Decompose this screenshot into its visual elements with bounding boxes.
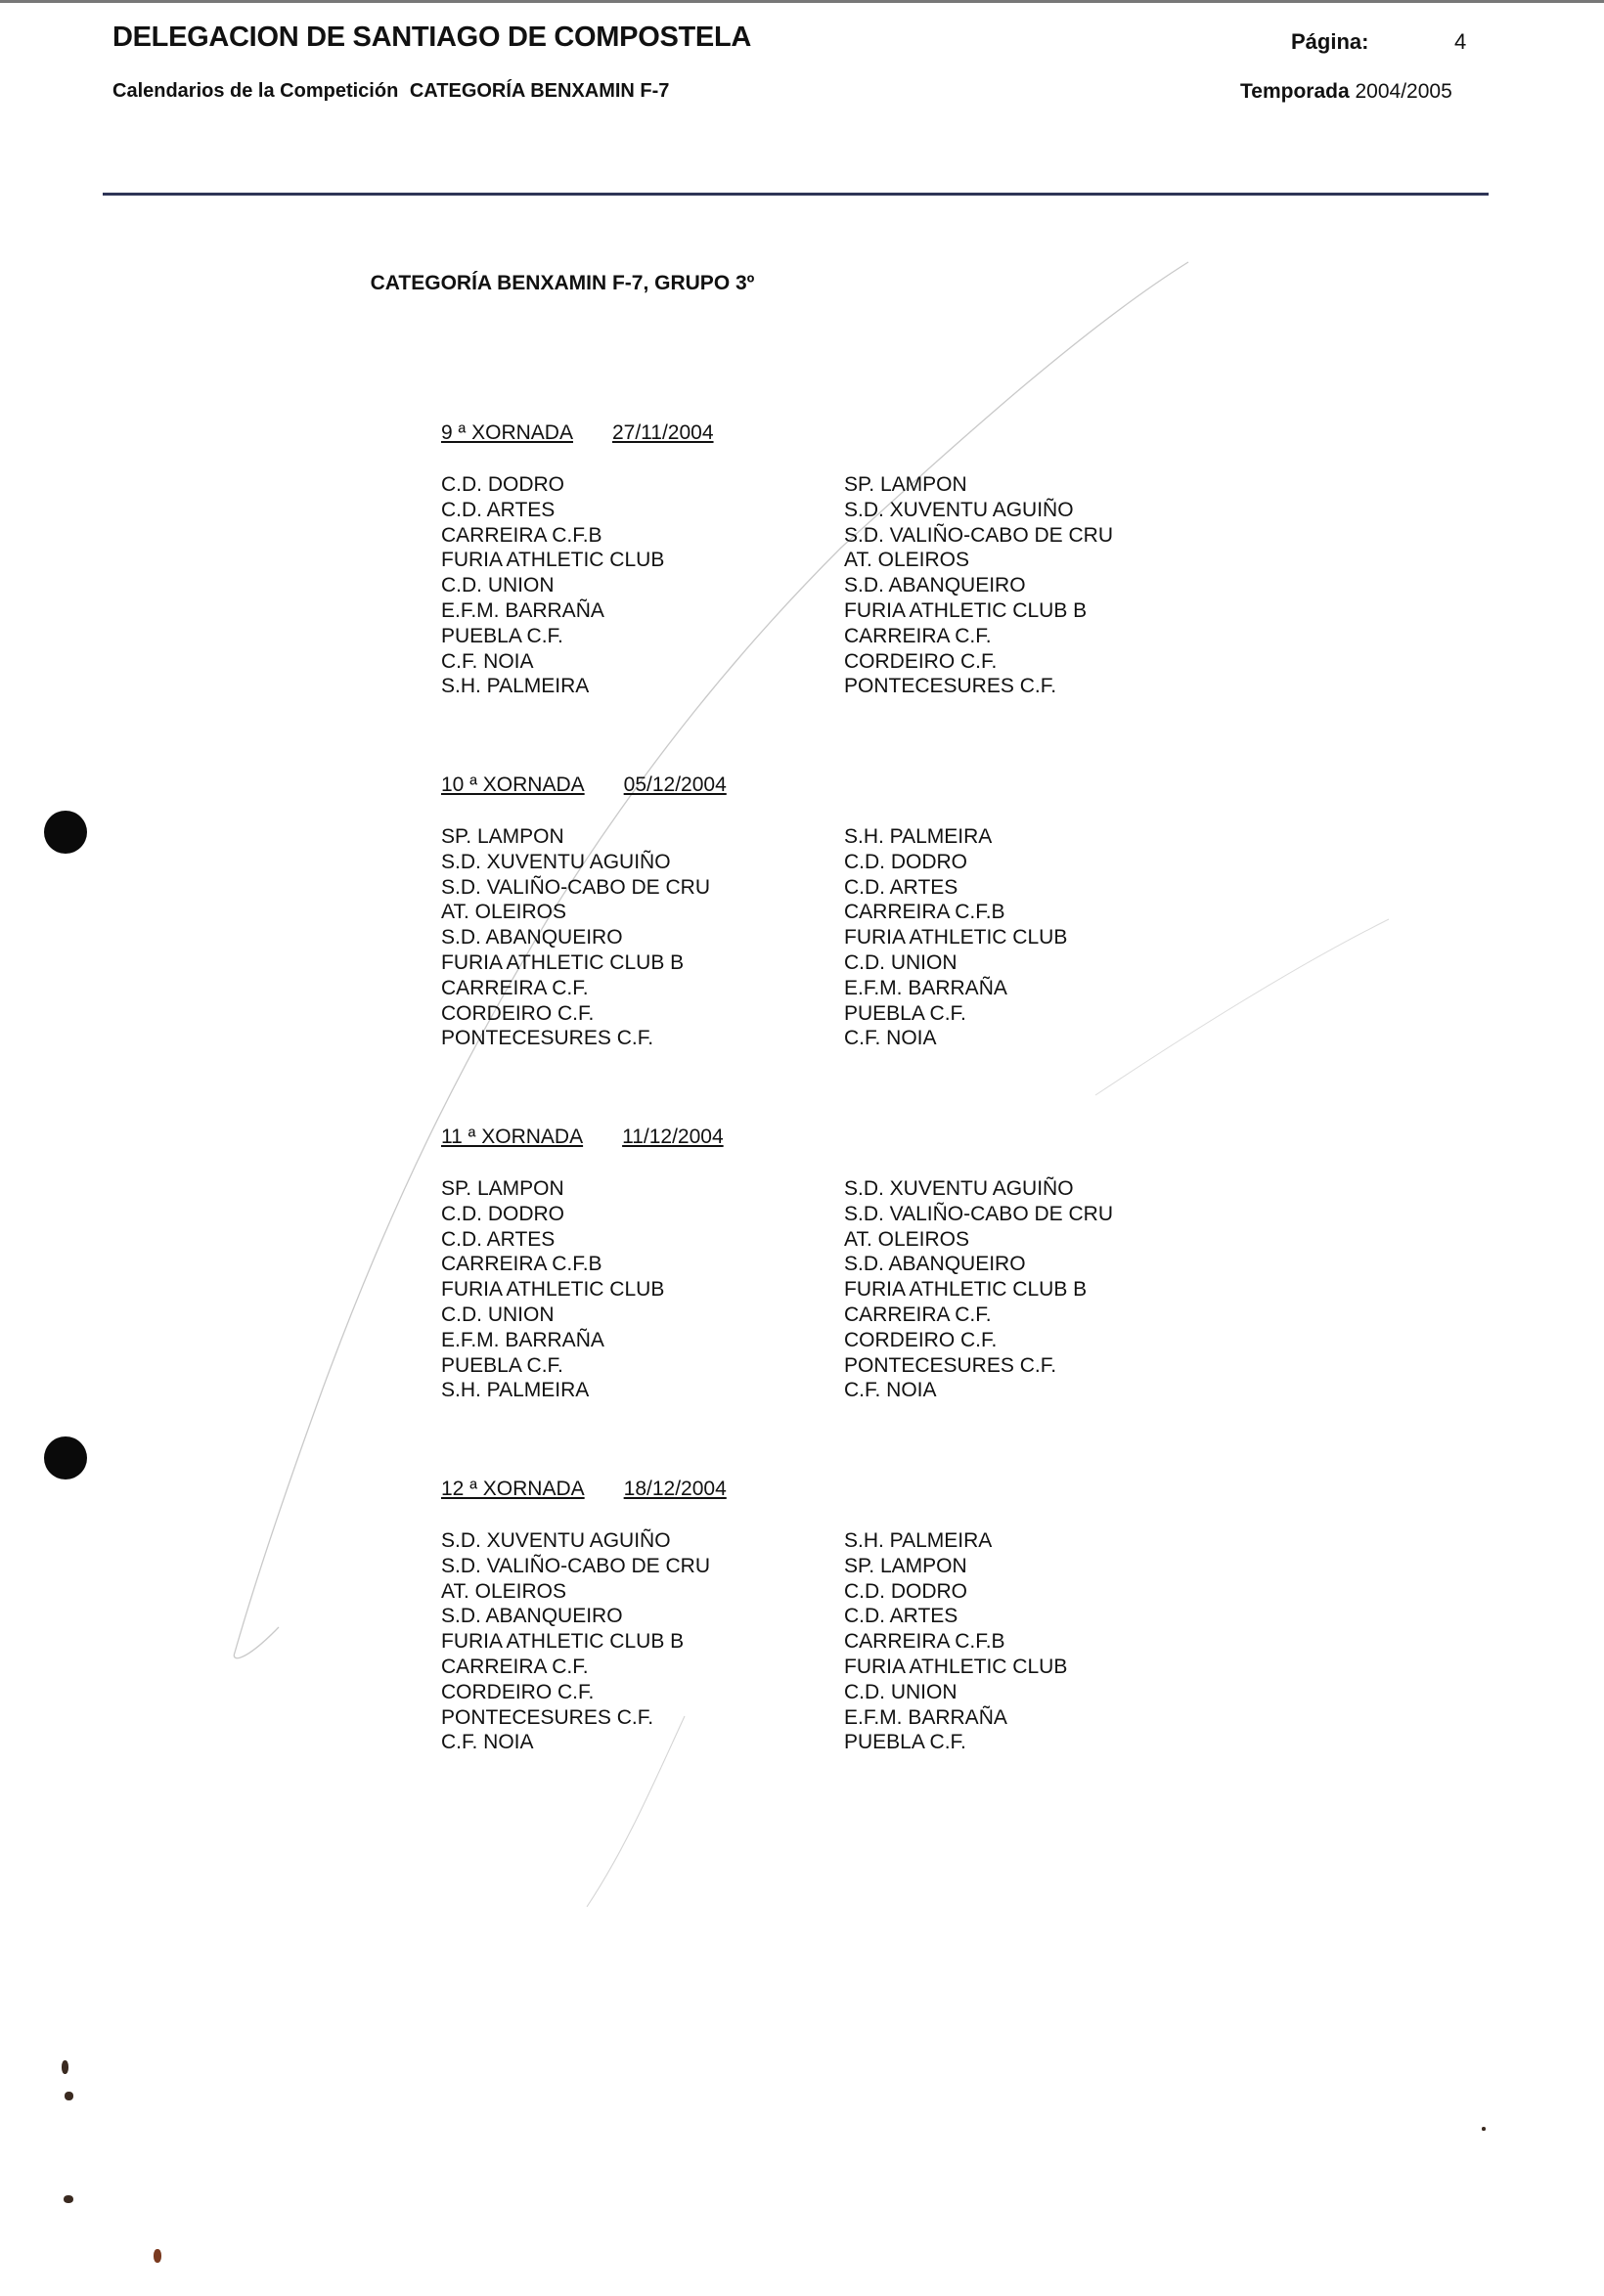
home-team: C.F. NOIA: [441, 1731, 534, 1754]
subtitle-prefix: Calendarios de la Competición: [112, 80, 399, 102]
away-team: S.D. XUVENTU AGUIÑO: [844, 1177, 1074, 1200]
match-list: [441, 1528, 1224, 1755]
home-team: S.D. ABANQUEIRO: [441, 1605, 623, 1628]
home-team: FURIA ATHLETIC CLUB: [441, 1278, 665, 1302]
home-team: C.D. DODRO: [441, 473, 564, 496]
round-date: 05/12/2004: [623, 773, 727, 796]
away-team: SP. LAMPON: [844, 473, 967, 496]
away-team: S.D. ABANQUEIRO: [844, 574, 1026, 597]
home-teams: [441, 1528, 844, 1755]
home-team: C.D. UNION: [441, 1303, 555, 1326]
away-team: E.F.M. BARRAÑA: [844, 976, 1007, 999]
home-team: AT. OLEIROS: [441, 901, 566, 924]
round-heading: [441, 421, 1224, 449]
away-team: C.D. ARTES: [844, 875, 958, 899]
away-team: E.F.M. BARRAÑA: [844, 1705, 1007, 1729]
away-team: PONTECESURES C.F.: [844, 1353, 1057, 1377]
match-list: [441, 472, 1224, 699]
away-team: CARREIRA C.F.: [844, 624, 992, 647]
home-team: CARREIRA C.F.: [441, 1655, 589, 1678]
away-team: AT. OLEIROS: [844, 549, 969, 572]
away-team: S.D. VALIÑO-CABO DE CRU: [844, 523, 1113, 547]
page-number: 4: [1454, 29, 1467, 54]
round-date: 18/12/2004: [623, 1478, 727, 1500]
scan-speck: [62, 2060, 68, 2074]
home-team: C.F. NOIA: [441, 649, 534, 673]
group-title: CATEGORÍA BENXAMIN F-7, GRUPO 3º: [370, 272, 755, 294]
round-9: [441, 421, 1224, 699]
home-team: PONTECESURES C.F.: [441, 1027, 654, 1050]
home-team: PUEBLA C.F.: [441, 624, 563, 647]
round-10: [441, 773, 1224, 1051]
home-team: S.H. PALMEIRA: [441, 675, 590, 698]
away-team: S.H. PALMEIRA: [844, 825, 993, 848]
home-teams: [441, 824, 844, 1051]
home-team: SP. LAMPON: [441, 825, 564, 848]
home-team: S.D. XUVENTU AGUIÑO: [441, 1529, 671, 1552]
away-team: C.D. UNION: [844, 950, 958, 974]
home-team: CARREIRA C.F.B: [441, 523, 602, 547]
season-label: Temporada: [1240, 80, 1350, 103]
home-team: SP. LAMPON: [441, 1177, 564, 1200]
home-team: PONTECESURES C.F.: [441, 1705, 654, 1729]
away-team: CARREIRA C.F.: [844, 1303, 992, 1326]
home-team: FURIA ATHLETIC CLUB: [441, 549, 665, 572]
home-team: C.D. DODRO: [441, 1202, 564, 1225]
home-team: CARREIRA C.F.: [441, 976, 589, 999]
round-label: 11 ª XORNADA: [441, 1126, 584, 1148]
away-team: S.D. ABANQUEIRO: [844, 1253, 1026, 1276]
away-team: PUEBLA C.F.: [844, 1001, 966, 1025]
round-12: [441, 1478, 1224, 1755]
away-team: C.D. DODRO: [844, 850, 967, 873]
page-label: Página:: [1291, 29, 1369, 54]
subtitle: [112, 80, 669, 103]
season-value: 2004/2005: [1355, 80, 1452, 103]
scan-speck: [154, 2249, 161, 2263]
match-list: [441, 824, 1224, 1051]
away-team: C.F. NOIA: [844, 1027, 937, 1050]
away-team: C.D. DODRO: [844, 1579, 967, 1603]
away-team: S.H. PALMEIRA: [844, 1529, 993, 1552]
home-team: S.D. ABANQUEIRO: [441, 926, 623, 949]
home-teams: [441, 472, 844, 699]
punch-hole: [44, 811, 87, 854]
home-team: FURIA ATHLETIC CLUB B: [441, 1630, 685, 1654]
scan-speck: [65, 2092, 73, 2100]
away-team: AT. OLEIROS: [844, 1227, 969, 1251]
home-team: C.D. ARTES: [441, 1227, 556, 1251]
away-team: CORDEIRO C.F.: [844, 649, 998, 673]
round-heading: [441, 1478, 1224, 1505]
round-label: 12 ª XORNADA: [441, 1478, 585, 1500]
away-team: CORDEIRO C.F.: [844, 1328, 998, 1351]
away-team: FURIA ATHLETIC CLUB: [844, 1655, 1068, 1678]
home-team: S.D. VALIÑO-CABO DE CRU: [441, 1554, 710, 1577]
round-heading: [441, 773, 1224, 801]
home-team: CORDEIRO C.F.: [441, 1001, 595, 1025]
away-team: FURIA ATHLETIC CLUB B: [844, 598, 1088, 622]
away-teams: [844, 824, 1224, 1051]
away-team: PUEBLA C.F.: [844, 1731, 966, 1754]
away-team: S.D. VALIÑO-CABO DE CRU: [844, 1202, 1113, 1225]
round-heading: [441, 1126, 1224, 1153]
punch-hole: [44, 1436, 87, 1479]
away-team: SP. LAMPON: [844, 1554, 967, 1577]
away-team: FURIA ATHLETIC CLUB: [844, 926, 1068, 949]
home-team: E.F.M. BARRAÑA: [441, 1328, 604, 1351]
round-date: 11/12/2004: [622, 1126, 724, 1148]
away-team: C.D. ARTES: [844, 1605, 958, 1628]
away-team: C.F. NOIA: [844, 1379, 937, 1402]
home-team: S.D. VALIÑO-CABO DE CRU: [441, 875, 710, 899]
away-team: S.D. XUVENTU AGUIÑO: [844, 498, 1074, 521]
home-team: CORDEIRO C.F.: [441, 1680, 595, 1703]
away-teams: [844, 472, 1224, 699]
delegation-title: DELEGACION DE SANTIAGO DE COMPOSTELA: [112, 22, 752, 53]
home-team: C.D. ARTES: [441, 498, 556, 521]
away-team: FURIA ATHLETIC CLUB B: [844, 1278, 1088, 1302]
away-team: PONTECESURES C.F.: [844, 675, 1057, 698]
scan-speck: [64, 2195, 73, 2203]
away-teams: [844, 1176, 1224, 1403]
home-team: PUEBLA C.F.: [441, 1353, 563, 1377]
home-team: CARREIRA C.F.B: [441, 1253, 602, 1276]
home-team: AT. OLEIROS: [441, 1579, 566, 1603]
round-11: [441, 1126, 1224, 1403]
home-teams: [441, 1176, 844, 1403]
round-date: 27/11/2004: [611, 421, 714, 444]
match-list: [441, 1176, 1224, 1403]
home-team: S.H. PALMEIRA: [441, 1379, 590, 1402]
away-team: C.D. UNION: [844, 1680, 958, 1703]
scan-speck: [1482, 2127, 1486, 2131]
away-team: CARREIRA C.F.B: [844, 1630, 1005, 1654]
subtitle-category: CATEGORÍA BENXAMIN F-7: [409, 80, 670, 102]
away-teams: [844, 1528, 1224, 1755]
home-team: S.D. XUVENTU AGUIÑO: [441, 850, 671, 873]
round-label: 10 ª XORNADA: [441, 773, 585, 796]
header-divider: [103, 193, 1489, 196]
season: [1240, 80, 1452, 104]
round-label: 9 ª XORNADA: [441, 421, 573, 444]
home-team: FURIA ATHLETIC CLUB B: [441, 950, 685, 974]
home-team: E.F.M. BARRAÑA: [441, 598, 604, 622]
home-team: C.D. UNION: [441, 574, 555, 597]
away-team: CARREIRA C.F.B: [844, 901, 1005, 924]
